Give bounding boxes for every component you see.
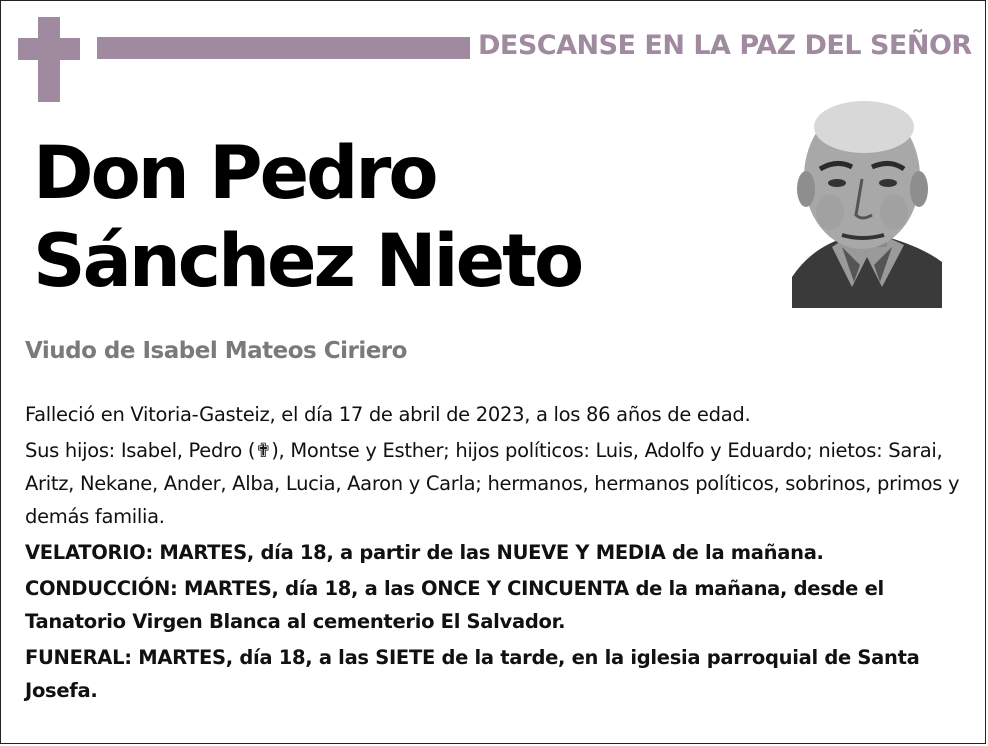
subtitle-widow: Viudo de Isabel Mateos Ciriero — [25, 338, 407, 364]
deceased-name — [33, 130, 581, 306]
name-line-1: Don Pedro — [33, 131, 436, 216]
portrait-photo — [792, 97, 942, 308]
family-paragraph — [25, 434, 970, 533]
name-line-2: Sánchez Nieto — [33, 219, 582, 304]
header-title: DESCANSE EN LA PAZ DEL SEÑOR — [478, 30, 972, 61]
conduccion-paragraph: CONDUCCIÓN: MARTES, día 18, a las ONCE Y CINCUENTA de la mañana, desde el Tanatorio Virgen Blanca al cementerio El Salvador. — [25, 577, 884, 633]
family-text-part2: ), Montse y Esther; hijos políticos: Luis, Adolfo y Eduardo; nietos: Sarai, Aritz, Nekane, Ander, Alba, Lucia, Aaron y Carla; hermanos, hermanos políticos, sobrinos, primos y demás familia. — [25, 439, 960, 528]
velatorio-paragraph: VELATORIO: MARTES, día 18, a partir de las NUEVE Y MEDIA de la mañana. — [25, 541, 824, 564]
small-cross-icon: ✟ — [255, 439, 272, 462]
header-rule — [97, 37, 470, 59]
death-paragraph: Falleció en Vitoria-Gasteiz, el día 17 de abril de 2023, a los 86 años de edad. — [25, 403, 751, 426]
funeral-paragraph: FUNERAL: MARTES, día 18, a las SIETE de la tarde, en la iglesia parroquial de Santa Josefa. — [25, 646, 920, 702]
family-text-part1: Sus hijos: Isabel, Pedro ( — [25, 439, 256, 462]
cross-horizontal-bar — [18, 38, 80, 60]
notice-body — [25, 398, 970, 710]
